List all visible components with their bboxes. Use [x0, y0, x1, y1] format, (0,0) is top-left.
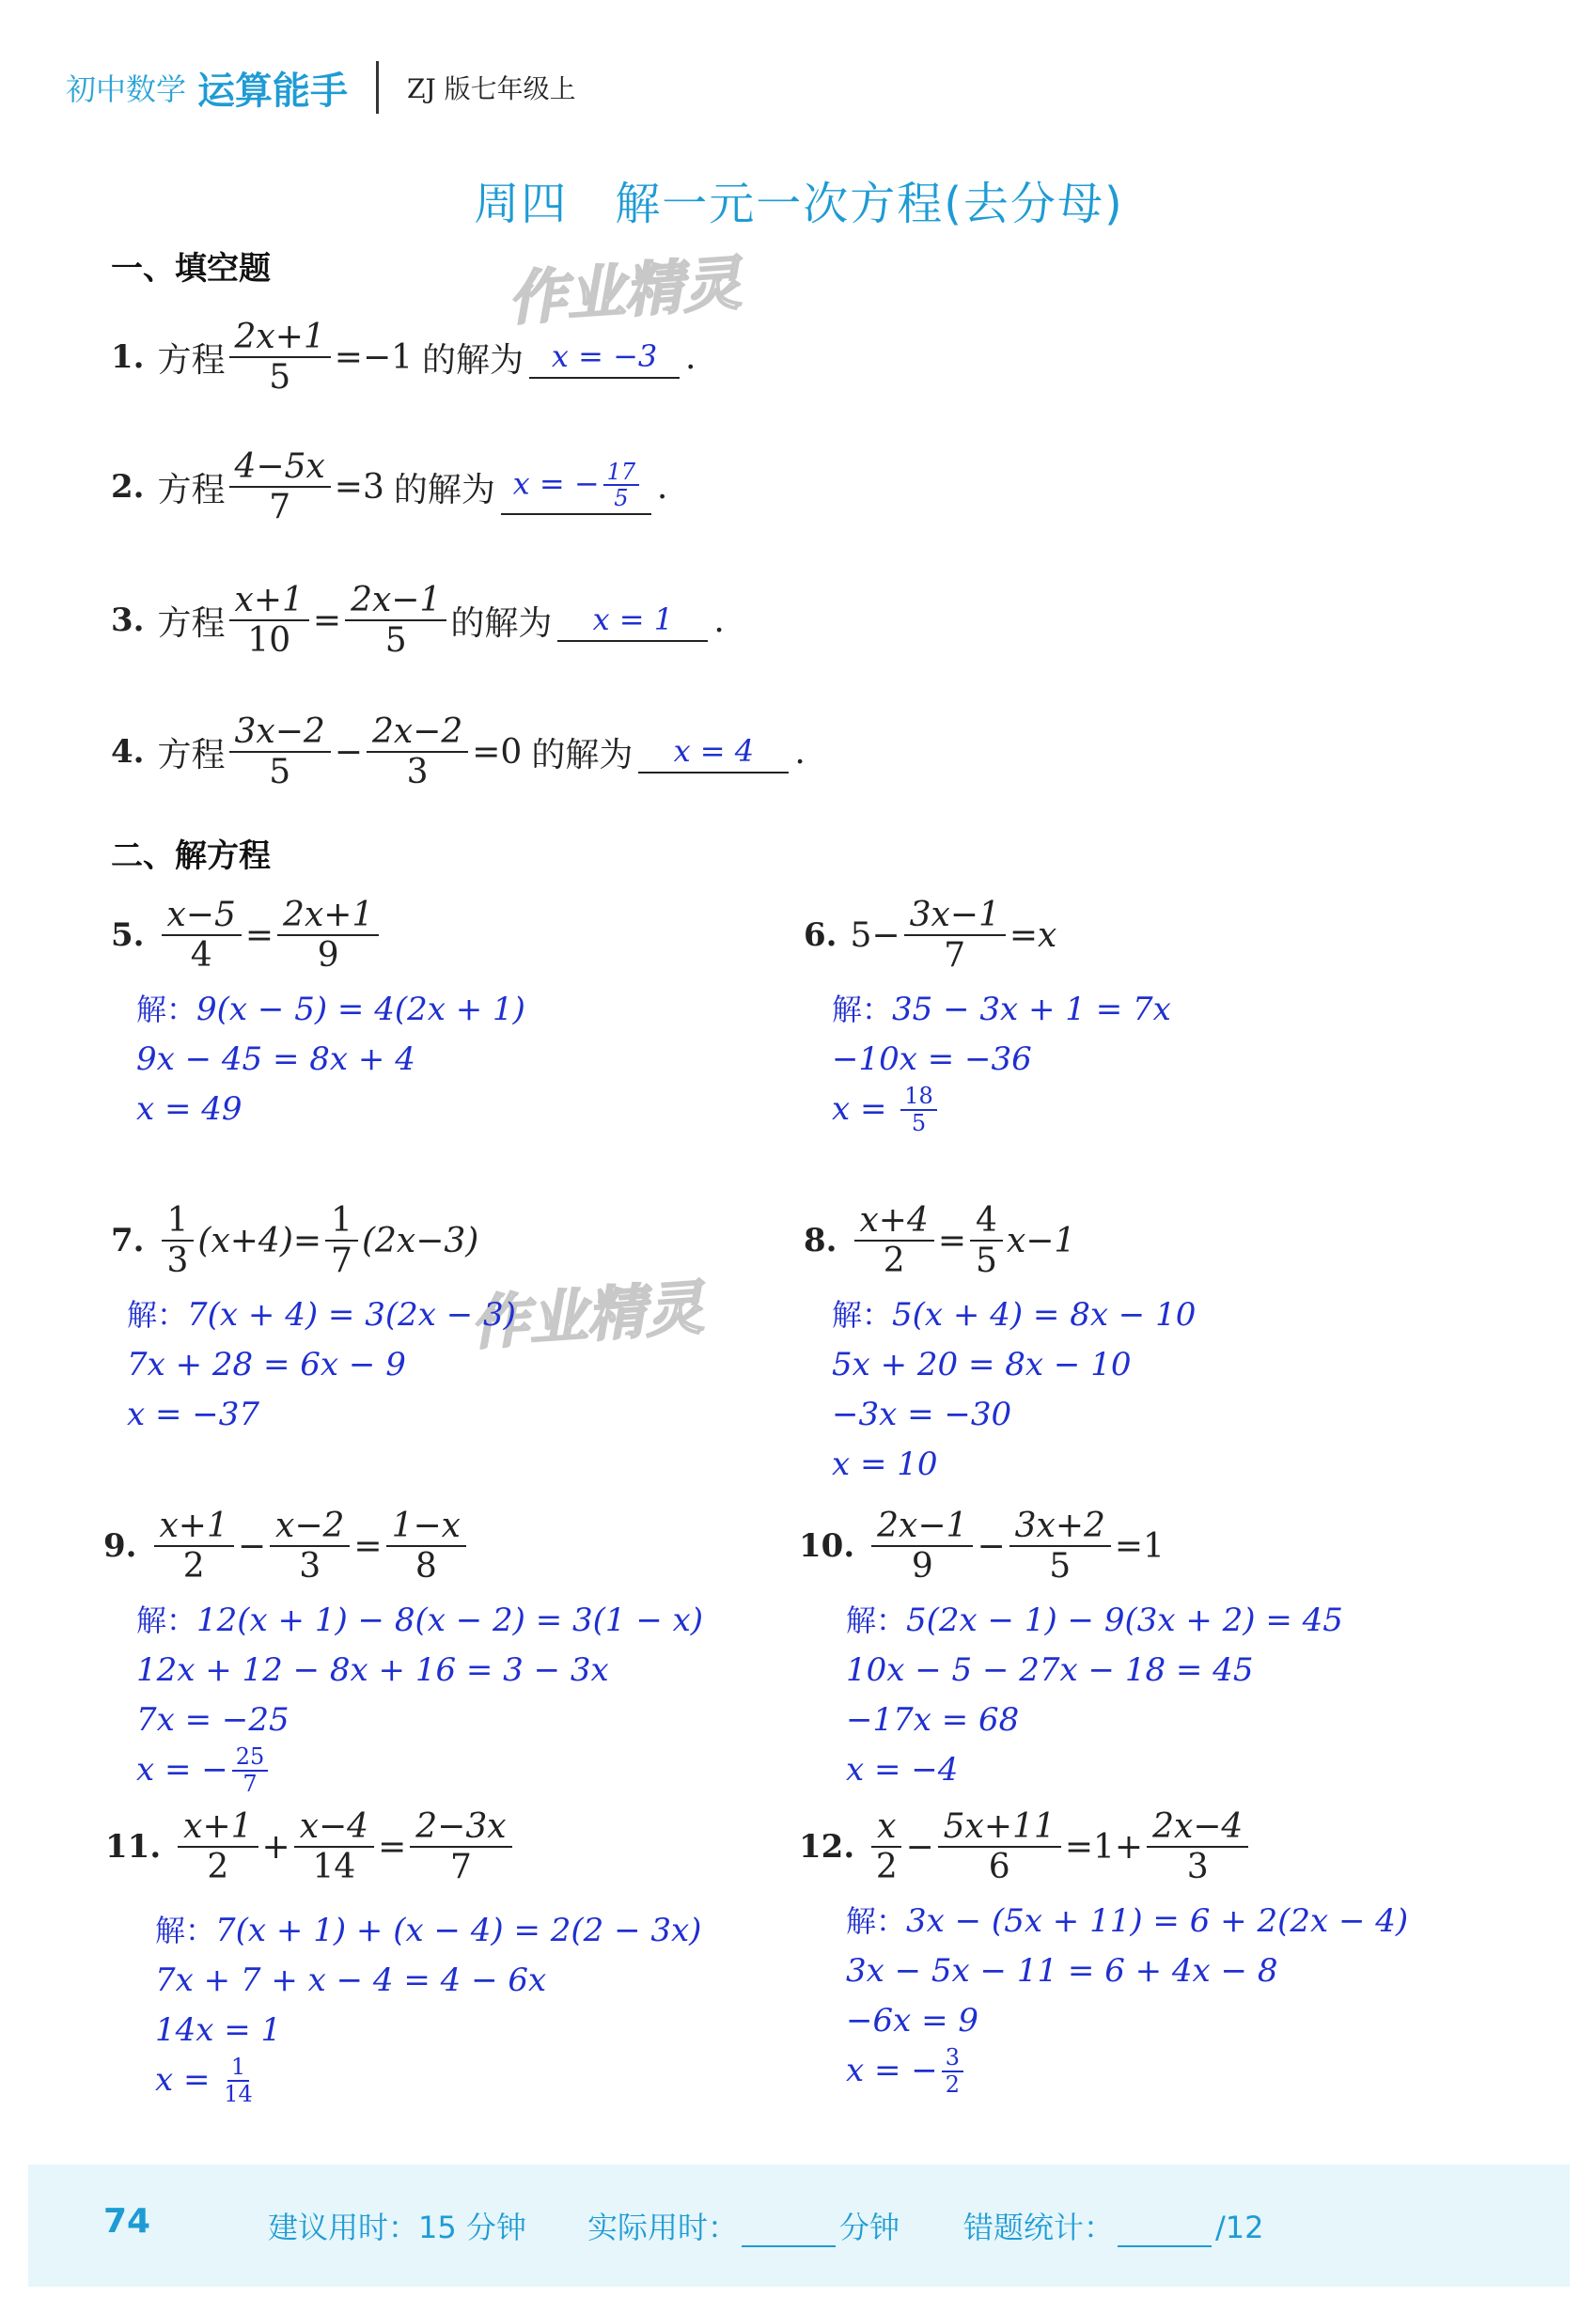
fraction: $\frac{1}{3}$ — [162, 1201, 195, 1281]
question-number: 7. — [111, 1222, 145, 1260]
equation-operator: =1+ — [1064, 1827, 1144, 1867]
label-fangcheng: 方程 — [157, 340, 226, 380]
solution-line: 10x − 5 − 27x − 18 = 45 — [846, 1651, 1254, 1689]
solution-line: 7x + 7 + x − 4 = 4 − 6x — [155, 1961, 547, 1999]
fraction: $\frac{4}{5}$ — [970, 1201, 1003, 1281]
question-number: 6. — [804, 916, 837, 955]
watermark: 作业精灵 — [468, 1273, 706, 1358]
solution-line — [832, 1290, 1196, 1340]
minutes-label: 分钟 — [839, 2210, 900, 2245]
fill-question-3 — [111, 581, 725, 661]
solution-step: x = − — [846, 2052, 938, 2089]
jie-label: 解： — [846, 1602, 907, 1638]
error-count — [963, 2204, 1264, 2247]
fill-question-4 — [111, 712, 806, 792]
solution-line: x = 10 — [832, 1446, 938, 1483]
solution-line: 3x − 5x − 11 = 6 + 4x − 8 — [846, 1952, 1278, 1990]
solution-step: x = − — [136, 1751, 228, 1789]
question-number: 5. — [111, 916, 145, 955]
equation-part: =1 — [1114, 1526, 1165, 1566]
question-number: 9. — [103, 1527, 137, 1566]
jie-label: 解： — [136, 992, 197, 1027]
solution-11 — [155, 1906, 701, 2105]
solution-line — [846, 2046, 1408, 2096]
header — [66, 55, 576, 120]
equation-part: x−1 — [1006, 1221, 1076, 1260]
problem-11 — [105, 1807, 516, 1887]
question-number: 4. — [111, 733, 145, 772]
equation-rest: =0 — [472, 732, 523, 772]
fraction: $\frac{2x+1}{5}$ — [229, 318, 331, 398]
fraction: $\frac{2x-1}{9}$ — [871, 1507, 973, 1586]
solution-8 — [832, 1290, 1196, 1490]
jie-label: 解： — [846, 1903, 907, 1939]
fill-question-1 — [111, 318, 696, 398]
jie-label: 解： — [127, 1297, 188, 1333]
solution-line — [832, 1085, 1171, 1134]
problem-12 — [799, 1807, 1252, 1887]
solution-step: 5(x + 4) = 8x − 10 — [892, 1296, 1197, 1334]
fraction: $\frac{2x+1}{9}$ — [277, 896, 379, 976]
answer-blank — [557, 600, 708, 642]
solution-line — [846, 1596, 1343, 1646]
period: . — [685, 337, 696, 377]
question-number: 8. — [804, 1222, 837, 1260]
solution-step: 7(x + 1) + (x − 4) = 2(2 − 3x) — [215, 1912, 702, 1949]
watermark: 作业精灵 — [506, 248, 743, 334]
fill-question-2 — [111, 447, 667, 527]
answer-blank — [501, 460, 651, 515]
solution-line: −10x = −36 — [832, 1040, 1032, 1078]
page — [28, 26, 1570, 2287]
period: . — [656, 467, 668, 507]
solution-line: 7x + 28 = 6x − 9 — [127, 1346, 406, 1383]
fraction: $\frac{4-5x}{7}$ — [229, 447, 331, 527]
fraction: $\frac{3x-1}{7}$ — [904, 896, 1006, 976]
equation-rest: =3 — [334, 467, 384, 507]
equation-operator: = — [244, 915, 274, 955]
question-number: 12. — [799, 1828, 855, 1867]
solution-line: 7x = −25 — [136, 1701, 289, 1739]
fraction: $\frac{1-x}{8}$ — [386, 1507, 466, 1586]
solution-step: 12(x + 1) − 8(x − 2) = 3(1 − x) — [196, 1602, 704, 1639]
label-fangcheng: 方程 — [157, 470, 226, 509]
fraction: $\frac{1}{7}$ — [325, 1201, 358, 1281]
question-number: 11. — [105, 1828, 162, 1867]
jie-label: 解： — [155, 1913, 216, 1948]
solution-line: x = −4 — [846, 1751, 959, 1789]
solution-line: x = −37 — [127, 1396, 260, 1433]
label-dejiewei: 的解为 — [531, 735, 634, 774]
label-fangcheng: 方程 — [157, 735, 226, 774]
book-name: 运算能手 — [197, 69, 349, 113]
question-number: 3. — [111, 602, 145, 640]
series-name: 初中数学 — [66, 71, 187, 107]
jie-label: 解： — [832, 992, 893, 1027]
fraction: $\frac{3x+2}{5}$ — [1009, 1507, 1111, 1586]
label-dejiewei: 的解为 — [450, 603, 553, 643]
question-number: 10. — [799, 1527, 855, 1566]
label-fangcheng: 方程 — [157, 603, 226, 643]
actual-time-blank[interactable] — [742, 2217, 836, 2247]
equation-operator: = — [353, 1526, 383, 1566]
fraction: $\frac{x}{2}$ — [871, 1807, 901, 1887]
answer: x = −3 — [551, 337, 658, 374]
equation-operator: = — [312, 601, 342, 640]
fraction: $\frac{x-2}{3}$ — [270, 1507, 350, 1586]
solution-6 — [832, 985, 1171, 1134]
answer-fraction: $\frac{18}{5}$ — [900, 1084, 937, 1135]
label-dejiewei: 的解为 — [422, 340, 524, 380]
actual-time-label: 实际用时： — [587, 2210, 739, 2245]
solution-line — [846, 1897, 1408, 1946]
fraction: $\frac{3x-2}{5}$ — [229, 712, 331, 792]
solution-line: 5x + 20 = 8x − 10 — [832, 1346, 1132, 1383]
solution-step: 35 − 3x + 1 = 7x — [892, 991, 1171, 1028]
solution-9 — [136, 1596, 703, 1795]
question-number: 1. — [111, 338, 145, 377]
answer-fraction: $\frac{17}{5}$ — [603, 460, 640, 511]
fraction: $\frac{x-5}{4}$ — [162, 896, 242, 976]
solution-line — [136, 1596, 703, 1646]
answer-blank — [638, 731, 789, 774]
solution-step: 3x − (5x + 11) = 6 + 2(2x − 4) — [906, 1902, 1409, 1940]
section-solve: 二、解方程 — [111, 837, 271, 875]
answer: x = 1 — [592, 601, 674, 637]
page-title — [28, 167, 1570, 232]
solution-line: 14x = 1 — [155, 2011, 282, 2049]
problem-5 — [111, 896, 383, 976]
solution-line — [155, 1906, 701, 1956]
solution-5 — [136, 985, 525, 1134]
fraction: $\frac{2x-2}{3}$ — [367, 712, 468, 792]
grade-label: ZJ 版七年级上 — [407, 73, 576, 104]
answer: x = 4 — [673, 732, 755, 769]
problem-7 — [111, 1201, 478, 1281]
solution-step: 5(2x − 1) − 9(3x + 2) = 45 — [906, 1602, 1343, 1639]
jie-label: 解： — [832, 1297, 893, 1333]
page-number: 74 — [103, 2202, 151, 2241]
fraction: $\frac{x-4}{14}$ — [294, 1807, 374, 1887]
solution-7 — [127, 1290, 516, 1440]
fraction: $\frac{x+1}{2}$ — [178, 1807, 258, 1887]
equation-part: 5− — [850, 915, 900, 955]
header-divider — [376, 61, 379, 114]
error-count-label: 错题统计： — [963, 2210, 1115, 2245]
fraction: $\frac{5x+11}{6}$ — [938, 1807, 1061, 1887]
answer-blank — [529, 336, 680, 379]
solution-step: x = — [155, 2061, 221, 2099]
equation-operator: − — [334, 732, 363, 772]
answer-fraction: $\frac{1}{14}$ — [224, 2054, 253, 2107]
error-total: /12 — [1215, 2210, 1264, 2245]
fraction: $\frac{2x-4}{3}$ — [1147, 1807, 1248, 1887]
answer-fraction: $\frac{25}{7}$ — [232, 1744, 269, 1796]
equation-part: (2x−3) — [361, 1221, 479, 1260]
error-count-blank[interactable] — [1118, 2217, 1212, 2247]
fraction: $\frac{2x-1}{5}$ — [345, 581, 446, 661]
solution-step: 9(x − 5) = 4(2x + 1) — [196, 991, 525, 1028]
solution-line: −6x = 9 — [846, 2002, 979, 2040]
solution-line: −17x = 68 — [846, 1701, 1020, 1739]
fraction: $\frac{2-3x}{7}$ — [410, 1807, 511, 1887]
solution-line: 12x + 12 − 8x + 16 = 3 − 3x — [136, 1651, 609, 1689]
question-number: 2. — [111, 468, 145, 507]
problem-8 — [804, 1201, 1075, 1281]
suggested-time: 建议用时：15 分钟 — [268, 2210, 526, 2245]
solution-12 — [846, 1897, 1408, 2096]
actual-time — [587, 2204, 900, 2247]
equation-operator: + — [261, 1827, 290, 1867]
solution-line: −3x = −30 — [832, 1396, 1012, 1433]
equation-rest: =−1 — [334, 337, 414, 377]
problem-6 — [804, 896, 1056, 976]
solution-line — [832, 985, 1171, 1035]
solution-line — [127, 1290, 516, 1340]
footer — [28, 2165, 1570, 2287]
solution-10 — [846, 1596, 1343, 1795]
solution-line: x = 49 — [136, 1090, 243, 1128]
fraction: $\frac{x+1}{10}$ — [229, 581, 309, 661]
equation-operator: = — [378, 1827, 407, 1867]
answer: x = − — [512, 465, 600, 502]
label-dejiewei: 的解为 — [393, 470, 495, 509]
fraction: $\frac{x+1}{2}$ — [154, 1507, 234, 1586]
period: . — [794, 732, 806, 772]
period: . — [713, 601, 725, 640]
solution-line — [155, 2055, 701, 2105]
equation-operator: − — [977, 1526, 1006, 1566]
equation-operator: − — [905, 1827, 934, 1867]
equation-part: =x — [1009, 915, 1057, 955]
solution-line: 9x − 45 = 8x + 4 — [136, 1040, 415, 1078]
problem-9 — [103, 1507, 470, 1586]
solution-line — [136, 985, 525, 1035]
solution-step: x = — [832, 1090, 898, 1128]
equation-operator: = — [937, 1221, 967, 1260]
solution-line — [136, 1745, 703, 1795]
answer-fraction: $\frac{3}{2}$ — [942, 2045, 963, 2097]
solution-step: 7(x + 4) = 3(2x − 3) — [187, 1296, 516, 1334]
title-topic: 解一元一次方程(去分母) — [615, 178, 1124, 230]
equation-operator: − — [237, 1526, 267, 1566]
equation-part: (x+4)= — [197, 1221, 322, 1260]
jie-label: 解： — [136, 1602, 197, 1638]
title-week: 周四 — [474, 178, 569, 230]
problem-10 — [799, 1507, 1165, 1586]
section-fill-blank: 一、填空题 — [111, 250, 271, 288]
fraction: $\frac{x+4}{2}$ — [854, 1201, 934, 1281]
